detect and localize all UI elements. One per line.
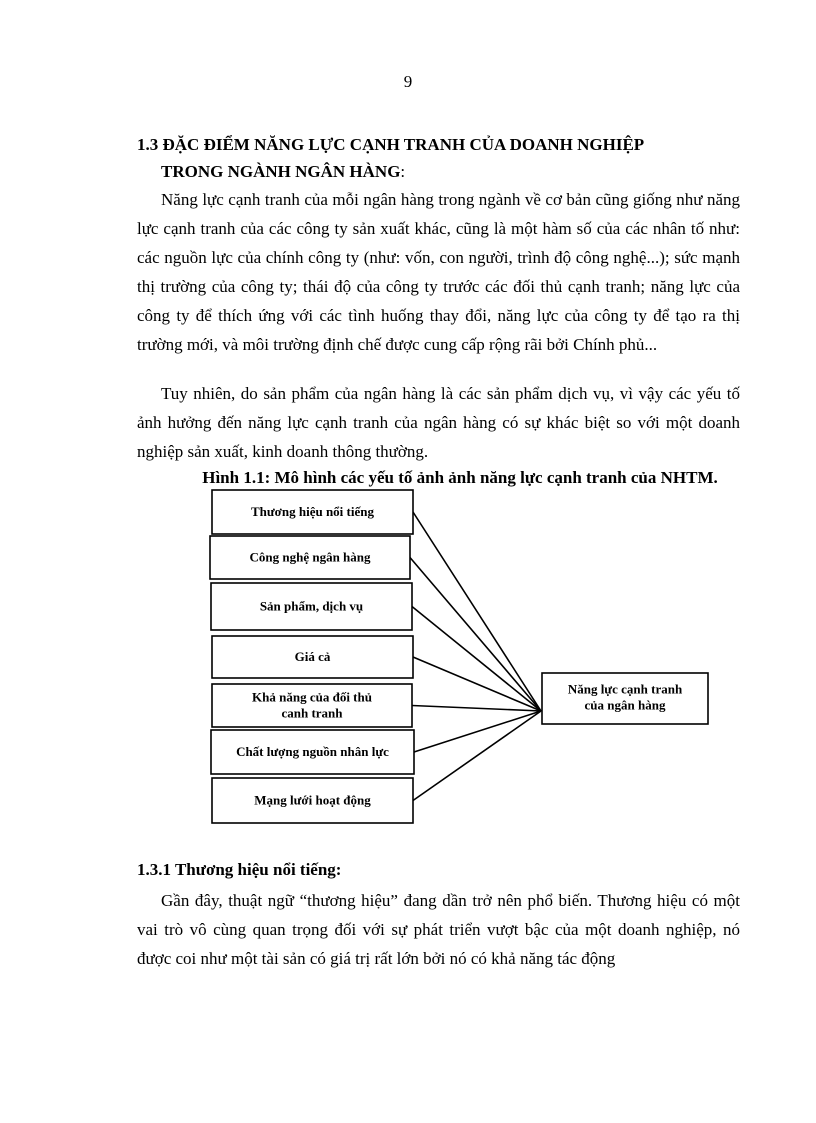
connector-line (413, 657, 541, 711)
page-number: 9 (403, 72, 413, 91)
body-paragraph: Gần đây, thuật ngữ “thương hiệu” đang dần trở nên phổ biến. Thương hiệu có một vai trò vô cùng quan trọng đối với sự phát triển vượt bậc của một doanh nghiệp, nó được coi như một tài sản có giá trị rất lớn bởi nó có khả năng tác động (137, 891, 740, 968)
section-heading-line1: 1.3 ĐẶC ĐIỂM NĂNG LỰC CẠNH TRANH CỦA DOANH NGHIỆP (137, 135, 645, 154)
figure-caption: Hình 1.1: Mô hình các yếu tố ảnh ảnh năng lực cạnh tranh của NHTM. (202, 468, 718, 487)
target-label: của ngân hàng (584, 697, 666, 713)
factor-label: Mạng lưới hoạt động (254, 792, 371, 808)
section-heading-line2: TRONG NGÀNH NGÂN HÀNG (161, 162, 401, 181)
subsection-heading: 1.3.1 Thương hiệu nổi tiếng: (137, 860, 342, 879)
connector-line (412, 706, 541, 712)
target-label: Năng lực cạnh tranh (567, 681, 683, 697)
connector-lines (410, 512, 541, 801)
body-paragraph: Tuy nhiên, do sản phẩm của ngân hàng là các sản phẩm dịch vụ, vì vậy các yếu tố ảnh hưởng đến năng lực cạnh tranh của ngân hàng có sự khác biệt so với một doanh nghiệp sản xuất, kinh doanh thông thường. (137, 384, 740, 461)
connector-line (413, 711, 541, 801)
factor-label: Thương hiệu nổi tiếng (250, 503, 375, 519)
connector-line (413, 512, 541, 711)
factor-label: Khả năng của đối thủ (252, 689, 372, 705)
factor-boxes (210, 490, 414, 823)
connector-line (412, 607, 541, 712)
target-box-group (542, 673, 708, 724)
factor-label: canh tranh (281, 705, 343, 721)
factor-label: Giá cả (294, 648, 331, 664)
connector-line (414, 711, 541, 752)
section-heading-suffix: : (400, 162, 406, 181)
factor-label: Sản phẩm, dịch vụ (259, 598, 364, 614)
connector-line (410, 558, 541, 712)
factor-label: Chất lượng nguồn nhân lực (236, 743, 389, 759)
body-paragraph: Năng lực cạnh tranh của mỗi ngân hàng trong ngành về cơ bản cũng giống như năng lực cạnh tranh của các công ty sản xuất khác, cũng là một hàm số của các nhân tố như: các nguồn lực của chính công ty (như: vốn, con người, trình độ công nghệ...); sức mạnh thị trường của công ty; thái độ của công ty trước các đối thủ cạnh tranh; năng lực của công ty để thích ứng với các tình huống thay đổi, năng lực của công ty để tạo ra thị trường mới, và môi trường định chế được cung cấp rộng rãi bởi Chính phủ... (137, 190, 740, 354)
factor-label: Công nghệ ngân hàng (249, 549, 371, 565)
